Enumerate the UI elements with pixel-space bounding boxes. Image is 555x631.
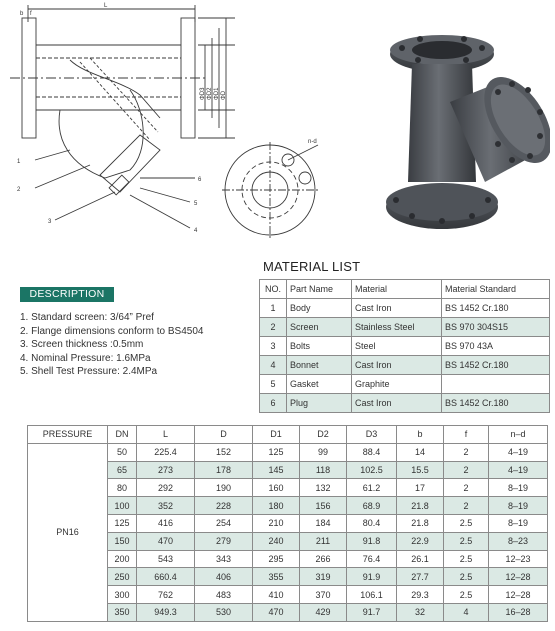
dimension-cell: 210 [253,514,300,532]
material-material: Steel [352,337,442,356]
dimension-cell: 543 [137,550,195,568]
material-header-material: Material [352,280,442,299]
dimension-header-cell: L [137,426,195,444]
dimension-cell: 4–19 [489,461,548,479]
dimension-cell: 470 [137,532,195,550]
dimension-cell: 80 [108,479,137,497]
material-standard: BS 970 304S15 [442,318,550,337]
dimension-cell: 406 [195,568,253,586]
dimension-cell: 273 [137,461,195,479]
dimension-cell: 12–23 [489,550,548,568]
callout-4: 4 [194,228,198,234]
description-item: 3. Screen thickness :0.5mm [20,339,144,350]
dimension-cell: 102.5 [347,461,397,479]
drawing-label-l: L [104,3,108,9]
dimension-cell: 343 [195,550,253,568]
dimension-cell: 16–28 [489,603,548,621]
callout-2: 2 [17,187,21,193]
material-no: 1 [260,299,287,318]
material-part-name: Gasket [287,375,352,394]
dimension-header-cell: D [195,426,253,444]
dimension-cell: 91.7 [347,603,397,621]
description-list [20,311,203,379]
dimension-header-cell: f [444,426,489,444]
dimension-cell: 279 [195,532,253,550]
description-item: 4. Nominal Pressure: 1.6MPa [20,352,151,364]
dimension-cell: 27.7 [397,568,444,586]
dimension-header-cell: b [397,426,444,444]
dimension-cell: 410 [253,586,300,604]
dimension-cell: 4–19 [489,443,548,461]
dimension-cell: 106.1 [347,586,397,604]
drawing-label-f: f [30,11,32,17]
dimension-cell: 2.5 [444,532,489,550]
dimension-cell: 12–28 [489,568,548,586]
description-item: 1. Standard screen: 3/64” Pref [20,312,154,323]
dimension-cell: 21.8 [397,497,444,515]
dimension-cell: 99 [300,443,347,461]
dimension-header-row [28,426,548,444]
material-no: 2 [260,318,287,337]
dimension-header-cell: D3 [347,426,397,444]
dimension-cell: 355 [253,568,300,586]
y-strainer-photo [380,32,550,237]
dimension-cell: 88.4 [347,443,397,461]
dimension-header-cell: D1 [253,426,300,444]
callout-6: 6 [198,177,202,183]
dimension-cell: 150 [108,532,137,550]
description-item: 5. Shell Test Pressure: 2.4MPa [20,366,158,377]
material-no: 6 [260,394,287,413]
dimension-cell: 295 [253,550,300,568]
material-part-name: Screen [287,318,352,337]
material-part-name: Body [287,299,352,318]
dimension-cell: 8–19 [489,514,548,532]
drawing-label-d1: ΦD1 [214,87,220,100]
pressure-rating-cell: PN16 [28,443,108,621]
material-header-part: Part Name [287,280,352,299]
dimension-cell: 2 [444,461,489,479]
material-row [260,375,550,394]
material-list-table [259,279,550,413]
dimension-cell: 68.9 [347,497,397,515]
dimension-cell: 178 [195,461,253,479]
dimension-cell: 190 [195,479,253,497]
dimension-cell: 8–23 [489,532,548,550]
dimension-cell: 4 [444,603,489,621]
material-part-name: Bonnet [287,356,352,375]
dimension-cell: 22.9 [397,532,444,550]
material-material: Cast Iron [352,356,442,375]
dimension-cell: 14 [397,443,444,461]
drawing-label-d: ΦD [221,90,227,100]
dimension-cell: 254 [195,514,253,532]
dimension-cell: 160 [253,479,300,497]
callout-5: 5 [194,201,198,207]
material-standard: BS 970 43A [442,337,550,356]
dimension-cell: 949.3 [137,603,195,621]
dimension-cell: 2.5 [444,514,489,532]
dimension-cell: 125 [253,443,300,461]
dimension-cell: 352 [137,497,195,515]
dimension-cell: 12–28 [489,586,548,604]
material-row [260,318,550,337]
dimension-cell: 266 [300,550,347,568]
material-no: 4 [260,356,287,375]
dimension-cell: 228 [195,497,253,515]
description-title: DESCRIPTION [20,287,114,302]
dimension-cell: 50 [108,443,137,461]
material-part-name: Plug [287,394,352,413]
dimension-cell: 76.4 [347,550,397,568]
dimension-cell: 17 [397,479,444,497]
material-material: Stainless Steel [352,318,442,337]
dimension-cell: 8–19 [489,479,548,497]
dimension-row [28,443,548,461]
drawing-label-nd: n-d [308,139,317,145]
material-material: Graphite [352,375,442,394]
material-header-row [260,280,550,299]
material-material: Cast Iron [352,394,442,413]
dimension-cell: 370 [300,586,347,604]
material-standard [442,375,550,394]
dimension-cell: 8–19 [489,497,548,515]
dimension-cell: 292 [137,479,195,497]
material-header-no: NO. [260,280,287,299]
dimension-header-cell: D2 [300,426,347,444]
dimension-cell: 300 [108,586,137,604]
dimension-cell: 350 [108,603,137,621]
dimension-cell: 15.5 [397,461,444,479]
dimension-cell: 2 [444,443,489,461]
dimension-cell: 2.5 [444,568,489,586]
dimension-cell: 145 [253,461,300,479]
dimension-cell: 240 [253,532,300,550]
dimension-cell: 2.5 [444,550,489,568]
dimension-cell: 132 [300,479,347,497]
dimension-cell: 2.5 [444,586,489,604]
dimension-cell: 152 [195,443,253,461]
material-standard: BS 1452 Cr.180 [442,299,550,318]
dimension-table [27,425,548,622]
dimension-cell: 483 [195,586,253,604]
dimension-cell: 250 [108,568,137,586]
dimension-cell: 32 [397,603,444,621]
material-row [260,337,550,356]
material-material: Cast Iron [352,299,442,318]
callout-3: 3 [48,219,52,225]
dimension-cell: 26.1 [397,550,444,568]
dimension-cell: 91.9 [347,568,397,586]
drawing-label-d3: ΦD3 [200,87,206,100]
dimension-cell: 200 [108,550,137,568]
dimension-header-cell: PRESSURE [28,426,108,444]
dimension-cell: 416 [137,514,195,532]
dimension-cell: 2 [444,497,489,515]
dimension-cell: 65 [108,461,137,479]
dimension-header-cell: n–d [489,426,548,444]
dimension-cell: 184 [300,514,347,532]
material-standard: BS 1452 Cr.180 [442,356,550,375]
dimension-cell: 91.8 [347,532,397,550]
material-no: 5 [260,375,287,394]
technical-drawing [0,0,340,260]
dimension-cell: 319 [300,568,347,586]
dimension-cell: 125 [108,514,137,532]
material-header-standard: Material Standard [442,280,550,299]
dimension-cell: 429 [300,603,347,621]
material-row [260,299,550,318]
drawing-label-d2: ΦD2 [207,87,213,100]
material-list-title: MATERIAL LIST [263,259,361,274]
material-standard: BS 1452 Cr.180 [442,394,550,413]
dimension-cell: 21.8 [397,514,444,532]
drawing-label-b: b [20,11,24,17]
dimension-cell: 530 [195,603,253,621]
callout-1: 1 [17,159,21,165]
material-no: 3 [260,337,287,356]
dimension-cell: 762 [137,586,195,604]
dimension-cell: 660.4 [137,568,195,586]
dimension-cell: 180 [253,497,300,515]
description-item: 2. Flange dimensions conform to BS4504 [20,325,204,337]
dimension-cell: 225.4 [137,443,195,461]
material-row [260,394,550,413]
dimension-cell: 156 [300,497,347,515]
dimension-cell: 470 [253,603,300,621]
dimension-cell: 118 [300,461,347,479]
material-part-name: Bolts [287,337,352,356]
dimension-header-cell: DN [108,426,137,444]
dimension-cell: 61.2 [347,479,397,497]
dimension-cell: 2 [444,479,489,497]
dimension-cell: 100 [108,497,137,515]
dimension-cell: 29.3 [397,586,444,604]
material-row [260,356,550,375]
dimension-cell: 80.4 [347,514,397,532]
dimension-cell: 211 [300,532,347,550]
